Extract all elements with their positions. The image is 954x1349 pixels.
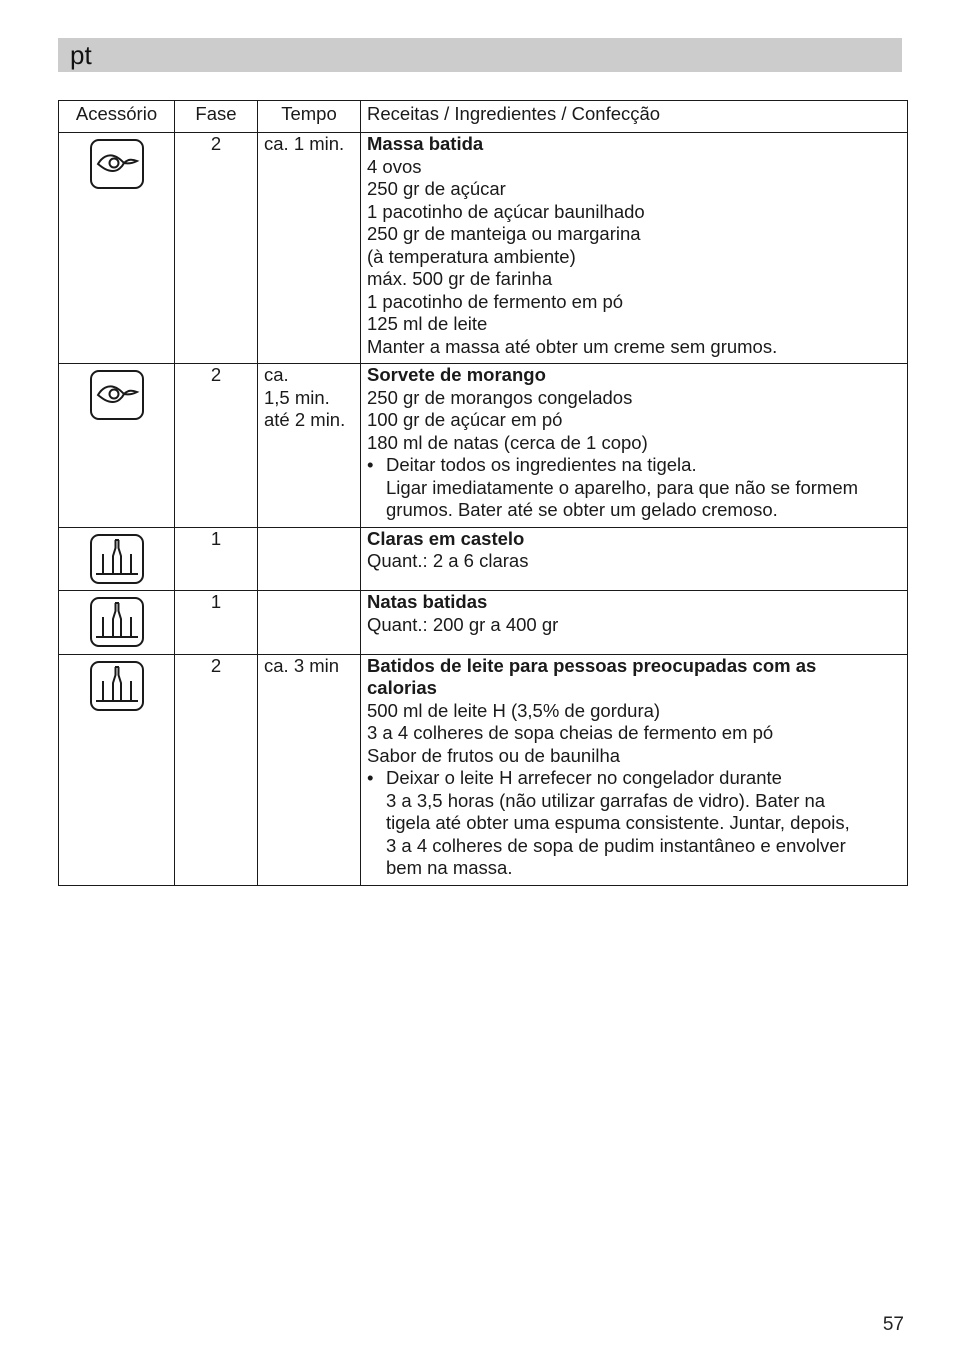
ingredient-line: 1 pacotinho de açúcar baunilhado (367, 200, 645, 222)
recipe-table-body (59, 133, 908, 886)
time-line: ca. (264, 364, 289, 385)
recipe-title: Batidos de leite para pessoas preocupadas com as (367, 654, 817, 676)
stage-cell: 2 (175, 364, 258, 528)
ingredient-line: 250 gr de manteiga ou margarina (367, 223, 641, 244)
stage-cell: 2 (175, 133, 258, 364)
bullet-symbol: • (367, 767, 374, 788)
ingredient-line: Sabor de frutos ou de baunilha (367, 744, 621, 766)
time-cell (258, 591, 361, 655)
page-number: 57 (882, 1314, 904, 1335)
ingredient-line: 4 ovos (367, 155, 422, 177)
accessory-cell (59, 654, 175, 885)
time-line: 1,5 min. (264, 386, 330, 408)
ingredient-line: 125 ml de leite (367, 313, 488, 334)
instruction-line: 3 a 4 colheres de sopa de pudim instantâneo e envolver (386, 834, 846, 856)
column-header-recipe: Receitas / Ingredientes / Confecção (361, 101, 908, 133)
recipe-cell (361, 364, 908, 528)
language-code: pt (70, 40, 92, 70)
table-row (59, 364, 908, 528)
accessory-cell (59, 591, 175, 655)
recipe-title: Natas batidas (367, 591, 488, 612)
table-header-row (59, 101, 908, 133)
table-row (59, 133, 908, 364)
ingredient-line: 250 gr de morangos congelados (367, 386, 633, 408)
stage-cell: 1 (175, 527, 258, 591)
table-row (59, 527, 908, 591)
recipe-cell (361, 591, 908, 655)
whisk-blade-icon (90, 370, 144, 420)
instruction-bullet (367, 767, 899, 880)
recipe-cell (361, 654, 908, 885)
recipe-title: calorias (367, 677, 437, 698)
whisk-attachment-icon (90, 661, 144, 711)
ingredient-line: 250 gr de açúcar (367, 178, 506, 199)
ingredient-line: 500 ml de leite H (3,5% de gordura) (367, 699, 661, 721)
instruction-line: Deitar todos os ingredientes na tigela. (386, 454, 697, 475)
column-header-stage: Fase (175, 101, 258, 133)
time-cell (258, 654, 361, 885)
recipe-cell (361, 133, 908, 364)
ingredient-line: Quant.: 2 a 6 claras (367, 550, 529, 571)
instruction-line: Ligar imediatamente o aparelho, para que não se formem (386, 476, 859, 498)
ingredient-line: máx. 500 gr de farinha (367, 268, 553, 289)
ingredient-line: Manter a massa até obter um creme sem grumos. (367, 335, 778, 357)
instruction-line: grumos. Bater até se obter um gelado cremoso. (386, 499, 778, 520)
bullet-symbol: • (367, 454, 374, 475)
table-row (59, 654, 908, 885)
ingredient-line: Quant.: 200 gr a 400 gr (367, 613, 559, 635)
time-cell (258, 364, 361, 528)
stage-cell: 2 (175, 654, 258, 885)
accessory-cell (59, 527, 175, 591)
instruction-line: Deixar o leite H arrefecer no congelador durante (386, 767, 782, 788)
stage-cell: 1 (175, 591, 258, 655)
instruction-line: tigela até obter uma espuma consistente. Juntar, depois, (386, 812, 850, 833)
time-line: ca. 3 min (264, 654, 340, 676)
time-cell (258, 527, 361, 591)
recipe-cell (361, 527, 908, 591)
instruction-line: bem na massa. (386, 857, 513, 878)
ingredient-line: (à temperatura ambiente) (367, 245, 576, 267)
language-header-bar (58, 38, 902, 72)
column-header-accessory: Acessório (59, 101, 175, 133)
whisk-attachment-icon (90, 597, 144, 647)
time-cell (258, 133, 361, 364)
accessory-cell (59, 364, 175, 528)
recipe-title: Massa batida (367, 133, 484, 154)
table-row (59, 591, 908, 655)
instruction-line: 3 a 3,5 horas (não utilizar garrafas de vidro). Bater na (386, 789, 826, 811)
whisk-blade-icon (90, 139, 144, 189)
ingredient-line: 100 gr de açúcar em pó (367, 409, 563, 430)
whisk-attachment-icon (90, 534, 144, 584)
ingredient-line: 3 a 4 colheres de sopa cheias de fermento em pó (367, 722, 774, 743)
accessory-cell (59, 133, 175, 364)
recipe-title: Sorvete de morango (367, 364, 546, 385)
recipe-table (58, 100, 908, 886)
recipe-title: Claras em castelo (367, 527, 525, 549)
ingredient-line: 1 pacotinho de fermento em pó (367, 290, 624, 312)
time-line: ca. 1 min. (264, 133, 345, 154)
instruction-bullet (367, 454, 899, 522)
ingredient-line: 180 ml de natas (cerca de 1 copo) (367, 431, 648, 453)
time-line: até 2 min. (264, 409, 346, 430)
column-header-time: Tempo (258, 101, 361, 133)
